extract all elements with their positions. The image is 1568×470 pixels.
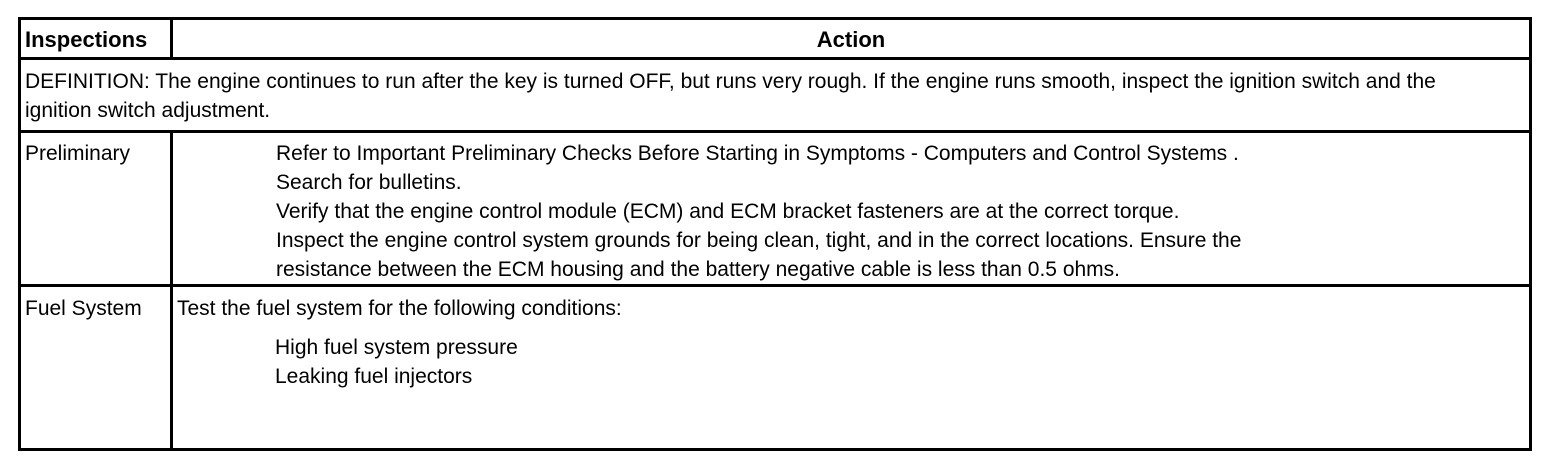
preliminary-steps [276,139,1241,284]
header-action: Action [816,27,886,52]
list-item: Inspect the engine control system grounds for being clean, tight, and in the correct locations. Ensure the [276,229,1242,252]
header-inspections: Inspections [25,27,148,52]
header-divider [21,57,1529,60]
definition-text: DEFINITION: The engine continues to run after the key is turned OFF, but runs very rough. If the engine runs smooth, inspect the ignition switch and the ignition switch adjustment. [25,70,1436,122]
list-item: Refer to Important Preliminary Checks Before Starting in Symptoms - Computers and Control Systems . [276,142,1239,165]
list-item: Leaking fuel injectors [275,365,473,388]
row-divider [21,284,1529,287]
inspection-table [18,17,1532,451]
list-item: Search for bulletins. [276,171,462,194]
fuel-system-conditions [275,333,518,391]
row-label-preliminary: Preliminary [25,142,131,165]
row-label-fuel-system: Fuel System [25,297,142,320]
list-item: Verify that the engine control module (ECM) and ECM bracket fasteners are at the correct torque. [276,200,1180,223]
list-item: resistance between the ECM housing and the battery negative cable is less than 0.5 ohms. [276,258,1120,281]
fuel-system-intro: Test the fuel system for the following conditions: [177,297,622,320]
list-item: High fuel system pressure [275,336,518,359]
definition-divider [21,130,1529,133]
body-column-divider [170,133,173,448]
